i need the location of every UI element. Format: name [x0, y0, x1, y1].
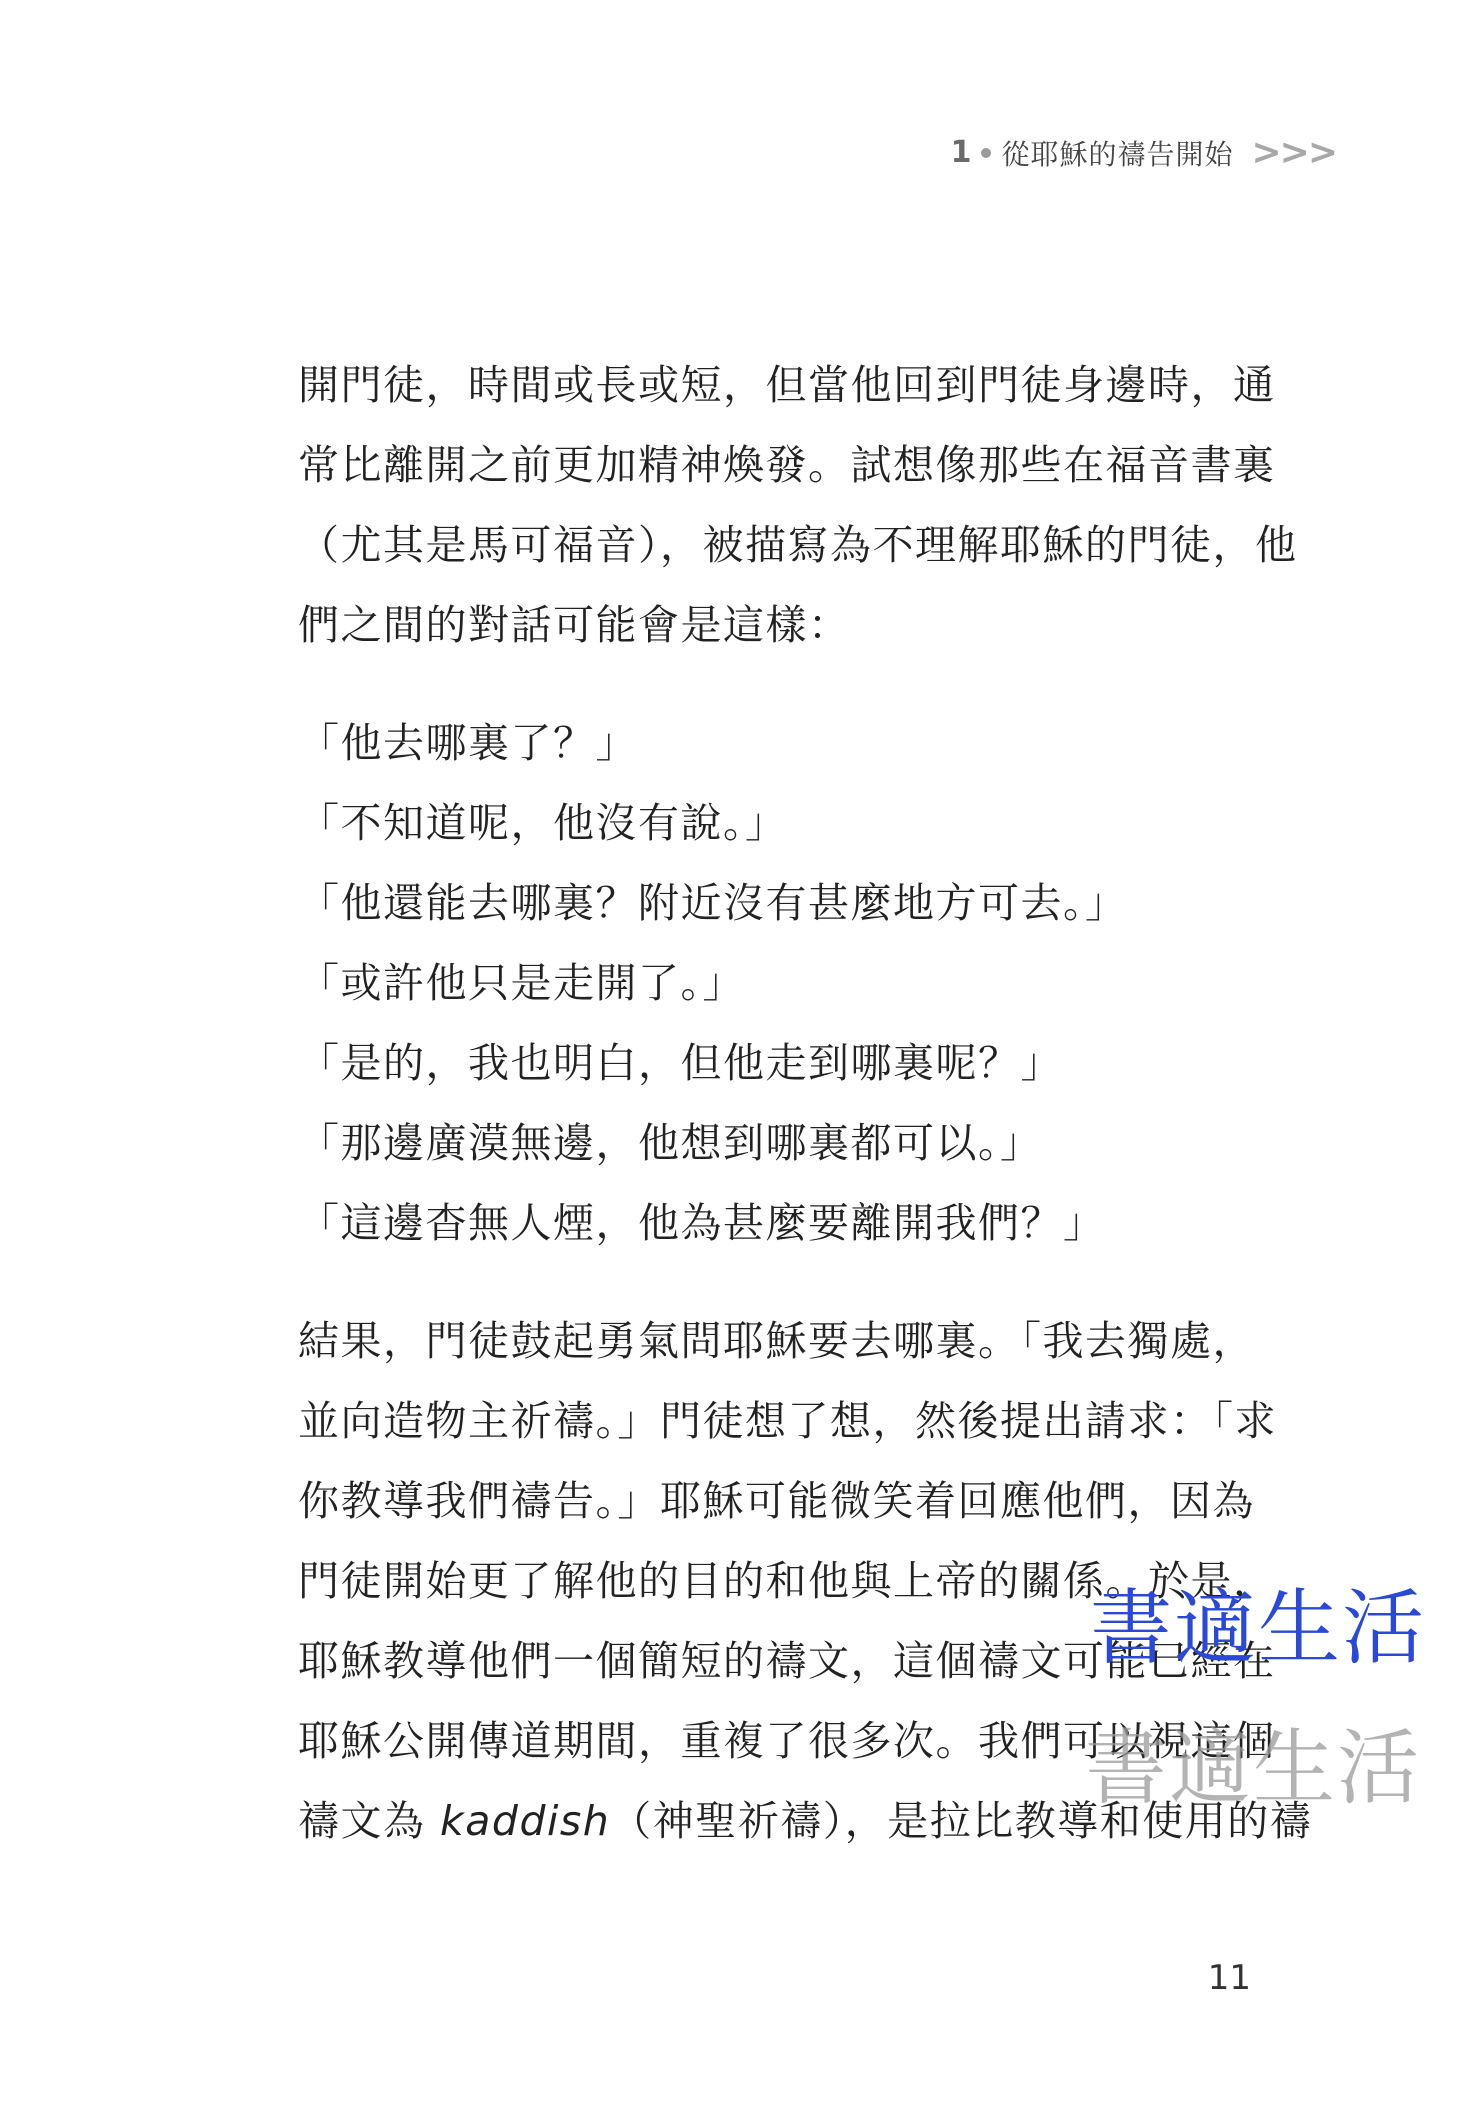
- text-segment: 禱文為: [298, 1797, 441, 1845]
- dialogue-line: 「他去哪裏了？」: [298, 719, 638, 767]
- paragraph-line: 並向造物主祈禱。」門徒想了想，然後提出請求：「求: [298, 1397, 1277, 1445]
- paragraph-line: 你教導我們禱告。」耶穌可能微笑着回應他們，因為: [298, 1477, 1255, 1525]
- chapter-title: 從耶穌的禱告開始: [1001, 137, 1234, 171]
- dialogue-line: 「這邊杳無人煙，他為甚麼要離開我們？」: [298, 1199, 1106, 1247]
- dialogue-line: 「他還能去哪裏？附近沒有甚麼地方可去。」: [298, 879, 1128, 927]
- text-segment: （神聖祈禱），是拉比教導和使用的禱: [610, 1797, 1313, 1845]
- paragraph-line: 結果，門徒鼓起勇氣問耶穌要去哪裏。「我去獨處，: [298, 1317, 1255, 1365]
- watermark-gray: 書適生活: [1085, 1721, 1422, 1816]
- running-header: [951, 132, 1336, 173]
- page-number: 11: [1207, 1958, 1251, 1998]
- paragraph-line: （尤其是馬可福音），被描寫為不理解耶穌的門徒，他: [298, 521, 1298, 569]
- paragraph-line: 耶穌公開傳道期間，重複了很多次。我們可以視這個: [298, 1717, 1276, 1765]
- paragraph-line: 門徒開始更了解他的目的和他與上帝的關係。於是，: [298, 1557, 1276, 1605]
- chevron-right-icon: >>>: [1251, 132, 1336, 173]
- watermark-blue: 書適生活: [1090, 1581, 1427, 1676]
- chapter-number: 1: [950, 135, 972, 170]
- dialogue-line: 「不知道呢，他沒有說。」: [298, 799, 788, 847]
- dialogue-block: [298, 703, 1258, 1263]
- dialogue-line: 「是的，我也明白，但他走到哪裏呢？」: [298, 1039, 1063, 1087]
- dialogue-line: 「那邊廣漠無邊，他想到哪裏都可以。」: [298, 1119, 1043, 1167]
- paragraph-line: 開門徒，時間或長或短，但當他回到門徒身邊時，通: [298, 361, 1276, 409]
- paragraph-line: 們之間的對話可能會是這樣：: [298, 601, 851, 649]
- paragraph-line: 耶穌教導他們一個簡短的禱文，這個禱文可能已經在: [298, 1637, 1276, 1685]
- paragraph-line: 常比離開之前更加精神煥發。試想像那些在福音書裏: [298, 441, 1276, 489]
- dialogue-line: 「或許他只是走開了。」: [298, 959, 745, 1007]
- paragraph-1: [298, 345, 1298, 665]
- italic-term: kaddish: [440, 1797, 611, 1845]
- bullet-dot-icon: [981, 148, 991, 158]
